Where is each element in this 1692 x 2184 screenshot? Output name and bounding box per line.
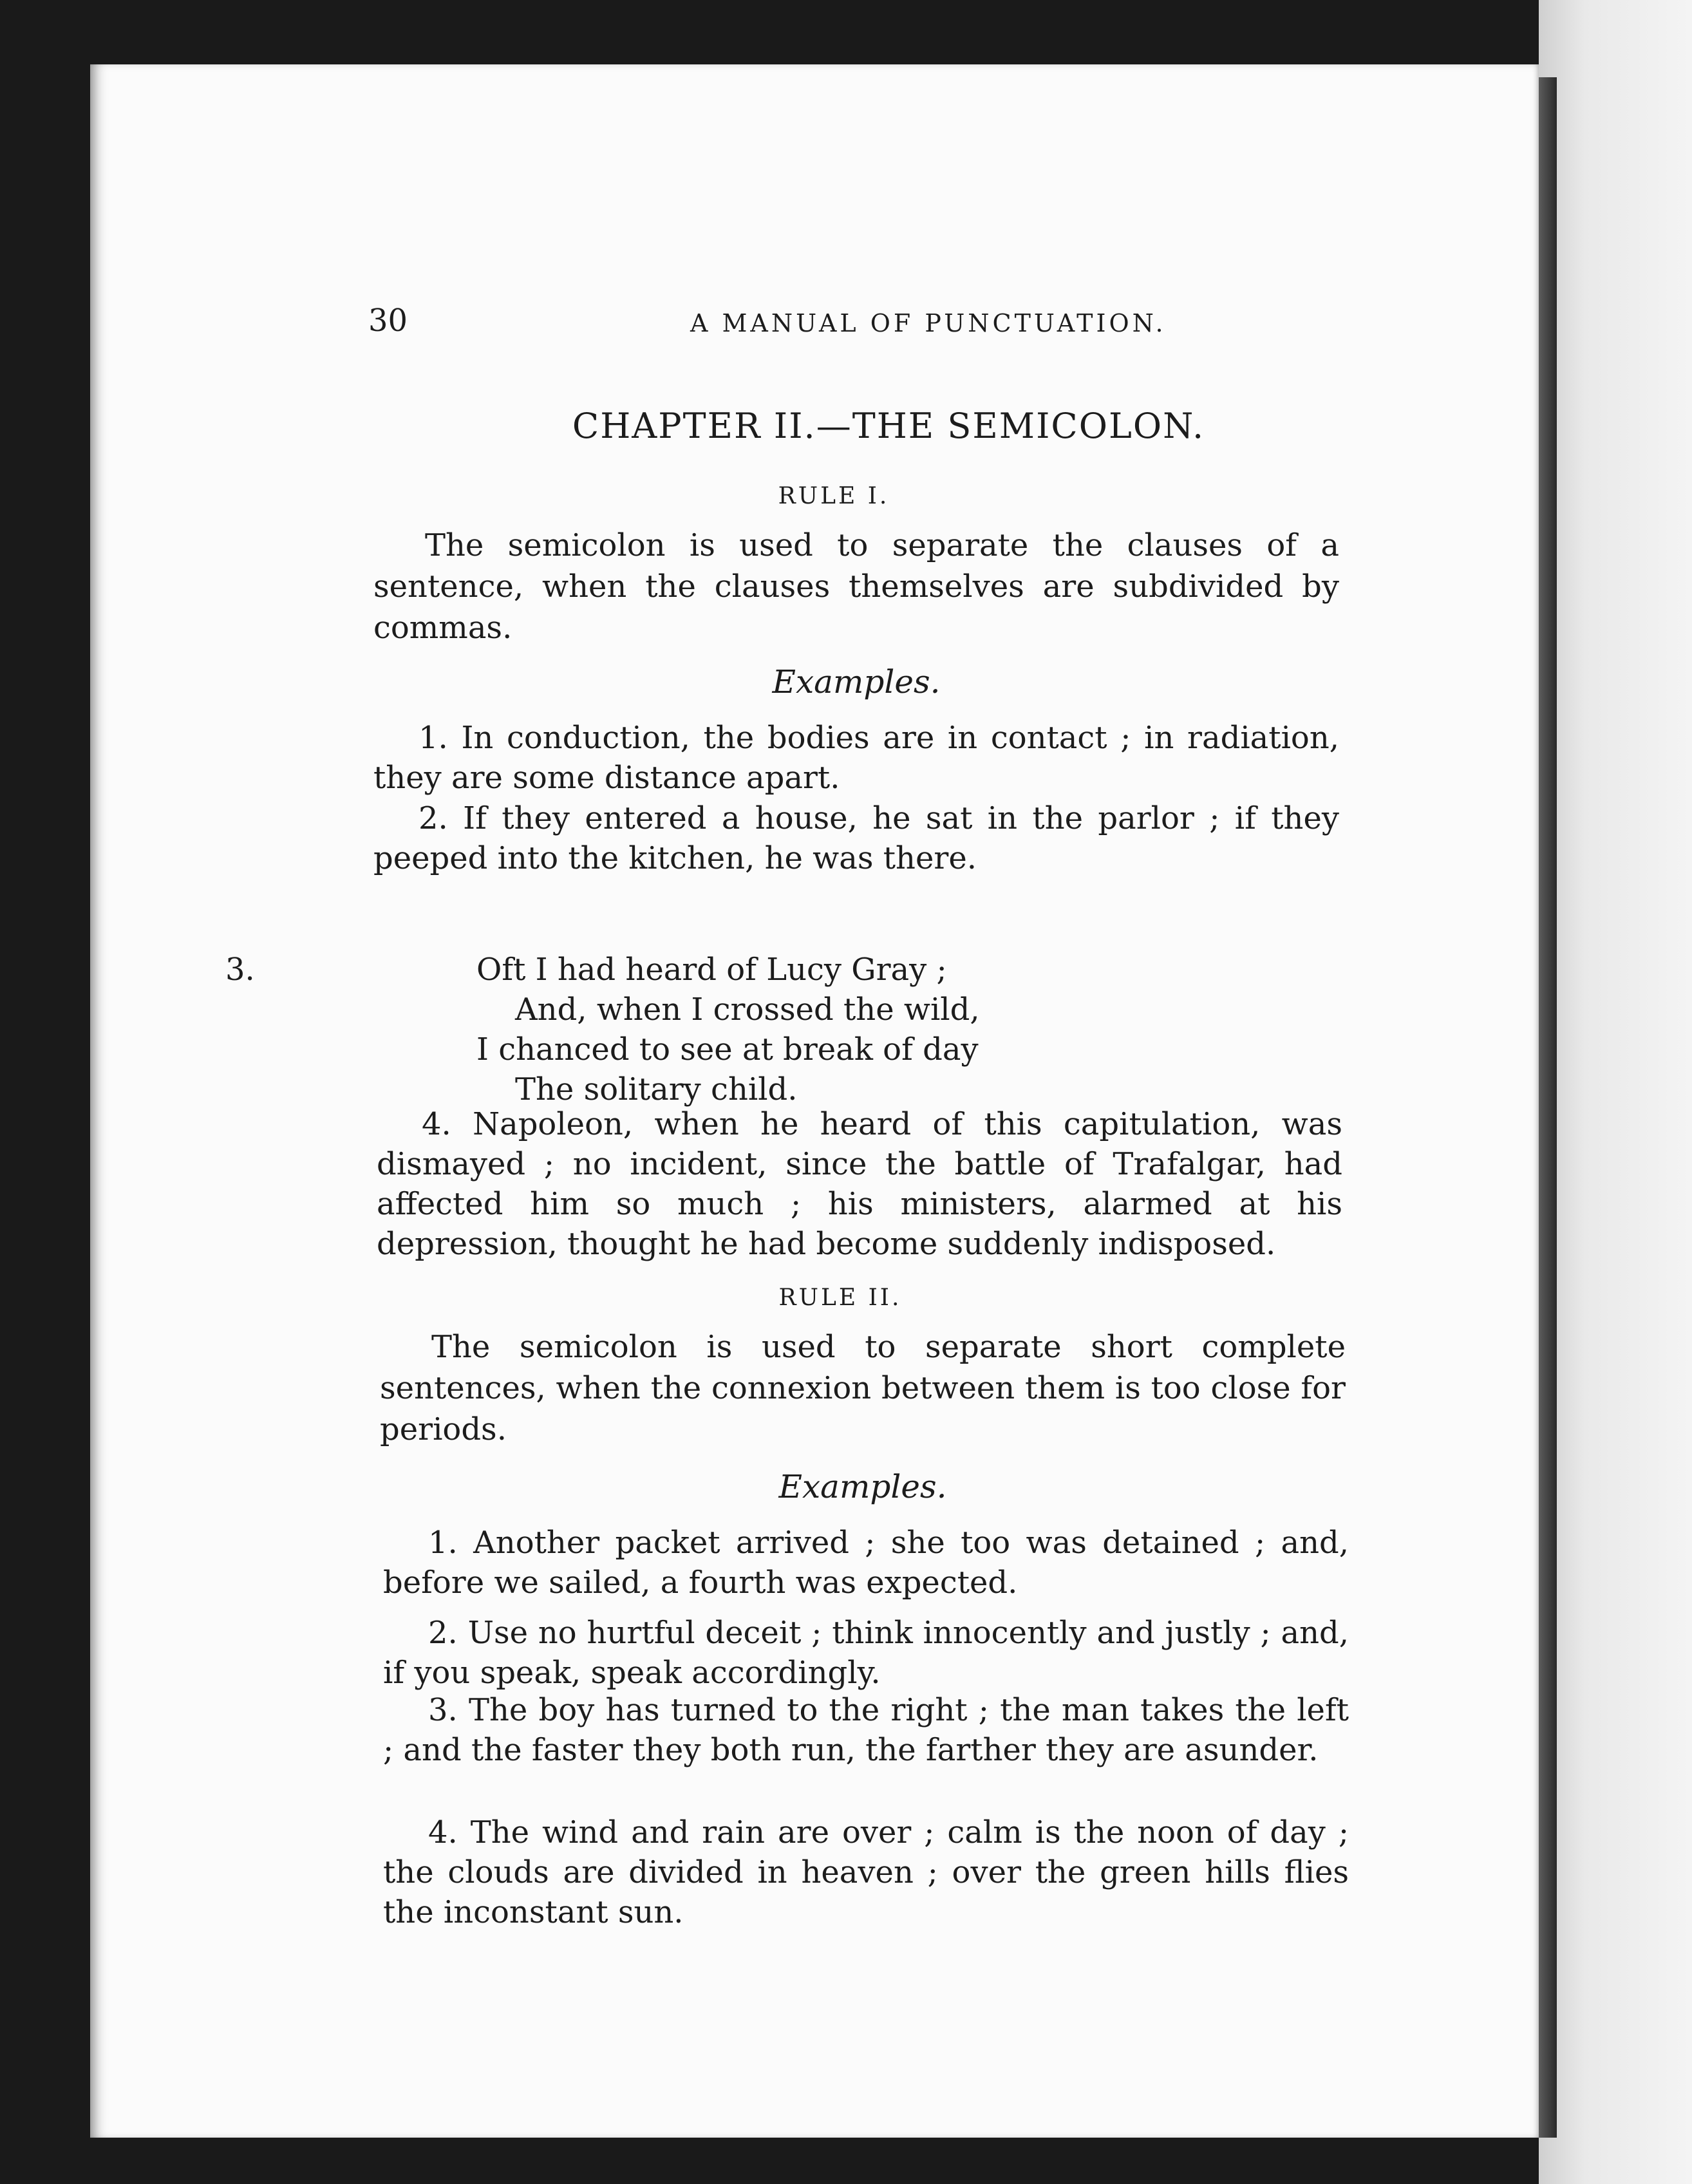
poem-line-1: Oft I had heard of Lucy Gray ; <box>476 952 947 988</box>
page-header <box>368 303 1431 354</box>
rule-1-example-1: 1. In conduction, the bodies are in contact ; in radiation, they are some distance apart. <box>373 720 1339 796</box>
rule-1-example-3-poem <box>225 950 1185 1109</box>
rule-1-text: The semicolon is used to separate the clauses of a sentence, when the clauses themselves are subdivided by commas. <box>373 527 1339 646</box>
poem-line-3: I chanced to see at break of day <box>476 1031 979 1068</box>
poem-line-2: And, when I crossed the wild, <box>515 992 980 1028</box>
rule-1-heading: RULE I. <box>778 483 890 509</box>
book-page <box>90 64 1539 2138</box>
rule-2-heading: RULE II. <box>778 1285 902 1311</box>
rule-2-text: The semicolon is used to separate short complete sentences, when the connexion between them is too close for periods. <box>380 1329 1346 1447</box>
poem-line-4: The solitary child. <box>515 1071 798 1107</box>
rule-2-example-1: 1. Another packet arrived ; she too was detained ; and, before we sailed, a fourth was expected. <box>383 1525 1349 1601</box>
running-title: A MANUAL OF PUNCTUATION. <box>690 309 1167 337</box>
rule-2-example-4: 4. The wind and rain are over ; calm is the noon of day ; the clouds are divided in heaven ; over the green hills flies the inconstant sun. <box>383 1814 1349 1930</box>
rule-1-examples-heading: Examples. <box>772 663 941 701</box>
rule-1-example-4: 4. Napoleon, when he heard of this capitulation, was dismayed ; no incident, since the battle of Trafalgar, had affected him so much ; his ministers, alarmed at his depression, thought he had become suddenly indisposed. <box>377 1106 1342 1262</box>
rule-2-example-3: 3. The boy has turned to the right ; the man takes the left ; and the faster they both run, the farther they are asunder. <box>383 1692 1349 1768</box>
rule-1-example-2: 2. If they entered a house, he sat in the parlor ; if they peeped into the kitchen, he was there. <box>373 800 1339 876</box>
chapter-title: CHAPTER II.—THE SEMICOLON. <box>572 406 1205 446</box>
rule-2-example-2: 2. Use no hurtful deceit ; think innocently and justly ; and, if you speak, speak accordingly. <box>383 1615 1349 1691</box>
page-number: 30 <box>368 303 408 339</box>
poem-number: 3. <box>225 952 255 988</box>
rule-2-examples-heading: Examples. <box>778 1468 947 1505</box>
adjacent-page <box>1539 0 1692 2184</box>
